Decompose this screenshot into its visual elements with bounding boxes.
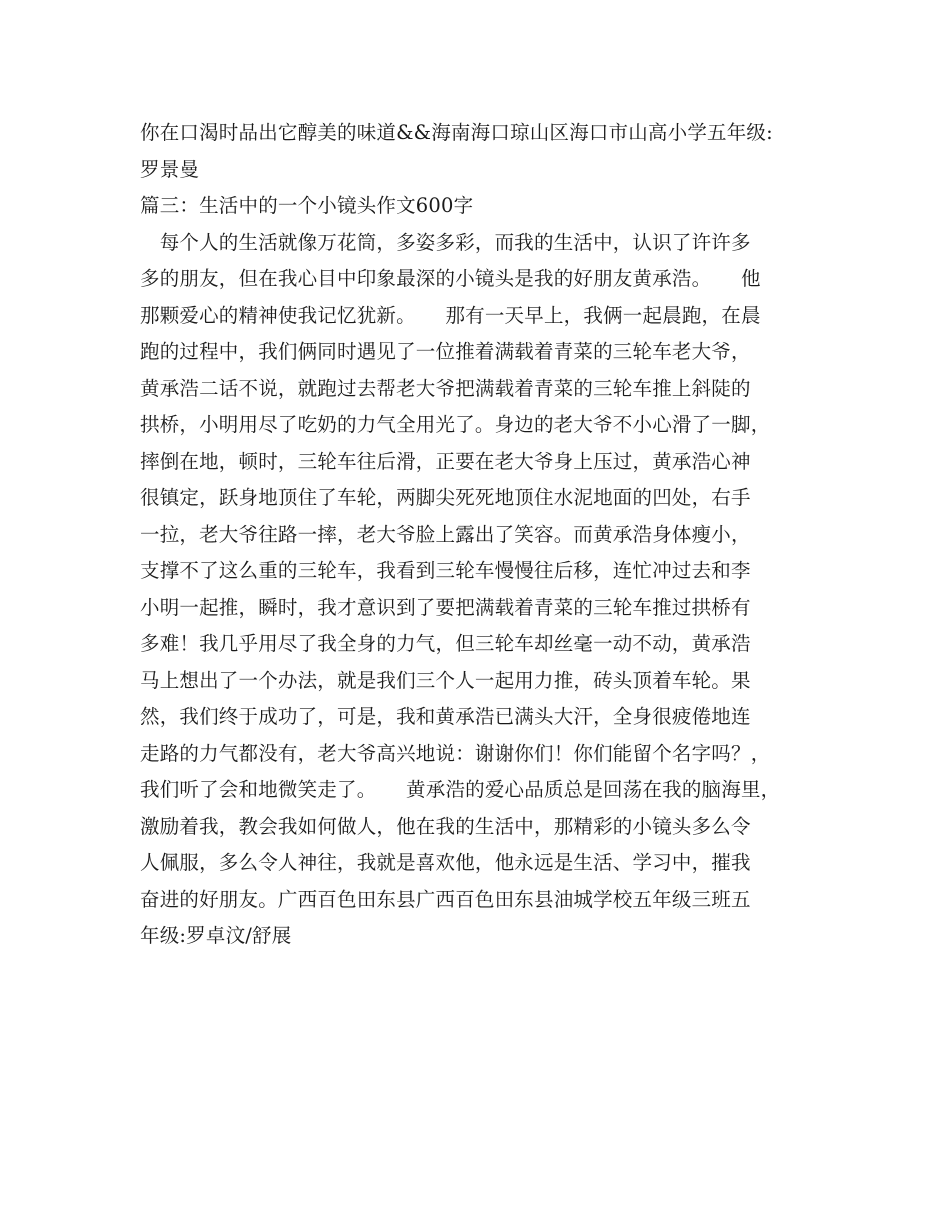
text-line-14: 小明一起推，瞬时，我才意识到了要把满载着青菜的三轮车推过拱桥有 <box>140 595 751 619</box>
text-line-13: 支撑不了这么重的三轮车，我看到三轮车慢慢往后移，连忙冲过去和李 <box>140 559 751 582</box>
essay-text-block <box>140 115 820 955</box>
text-line-12: 一拉，老大爷往路一摔，老大爷脸上露出了笑容。而黄承浩身体瘦小， <box>140 522 751 546</box>
text-line-19: 我们听了会和地微笑走了。 黄承浩的爱心品质总是回荡在我的脑海里， <box>140 778 781 801</box>
text-line-22: 奋进的好朋友。广西百色田东县广西百色田东县油城学校五年级三班五 <box>140 887 751 911</box>
section-heading: 篇三：生活中的一个小镜头作文600字 <box>140 194 474 217</box>
text-line-4: 每个人的生活就像万花筒，多姿多彩，而我的生活中，认识了许许多 <box>140 230 751 254</box>
text-line-2: 罗景曼 <box>140 157 200 181</box>
text-line-5: 多的朋友，但在我心目中印象最深的小镜头是我的好朋友黄承浩。 他 <box>140 267 761 290</box>
text-line-9: 拱桥，小明用尽了吃奶的力气全用光了。身边的老大爷不小心滑了一脚， <box>140 413 771 436</box>
text-line-10: 摔倒在地，顿时，三轮车往后滑，正要在老大爷身上压过，黄承浩心神 <box>140 449 751 473</box>
text-line-15: 多难！我几乎用尽了我全身的力气，但三轮车却丝毫一动不动，黄承浩 <box>140 632 751 655</box>
text-line-1: 你在口渴时品出它醇美的味道&&海南海口琼山区海口市山高小学五年级: <box>140 121 773 144</box>
text-line-20: 激励着我，教会我如何做人，他在我的生活中，那精彩的小镜头多么令 <box>140 814 751 838</box>
text-line-16: 马上想出了一个办法，就是我们三个人一起用力推，砖头顶着车轮。果 <box>140 668 751 692</box>
text-line-8: 黄承浩二话不说，就跑过去帮老大爷把满载着青菜的三轮车推上斜陡的 <box>140 376 751 400</box>
text-line-6: 那颗爱心的精神使我记忆犹新。 那有一天早上，我俩一起晨跑，在晨 <box>140 303 761 327</box>
text-line-7: 跑的过程中，我们俩同时遇见了一位推着满载着青菜的三轮车老大爷， <box>140 340 751 363</box>
text-line-21: 人佩服，多么令人神往，我就是喜欢他，他永远是生活、学习中，摧我 <box>140 851 751 874</box>
text-line-17: 然，我们终于成功了，可是，我和黄承浩已满头大汗，全身很疲倦地连 <box>140 705 751 728</box>
text-line-11: 很镇定，跃身地顶住了车轮，两脚尖死死地顶住水泥地面的凹处，右手 <box>140 486 751 509</box>
text-line-18: 走路的力气都没有，老大爷高兴地说：谢谢你们！你们能留个名字吗？， <box>140 741 771 765</box>
text-line-23: 年级:罗卓汶/舒展 <box>140 924 292 947</box>
